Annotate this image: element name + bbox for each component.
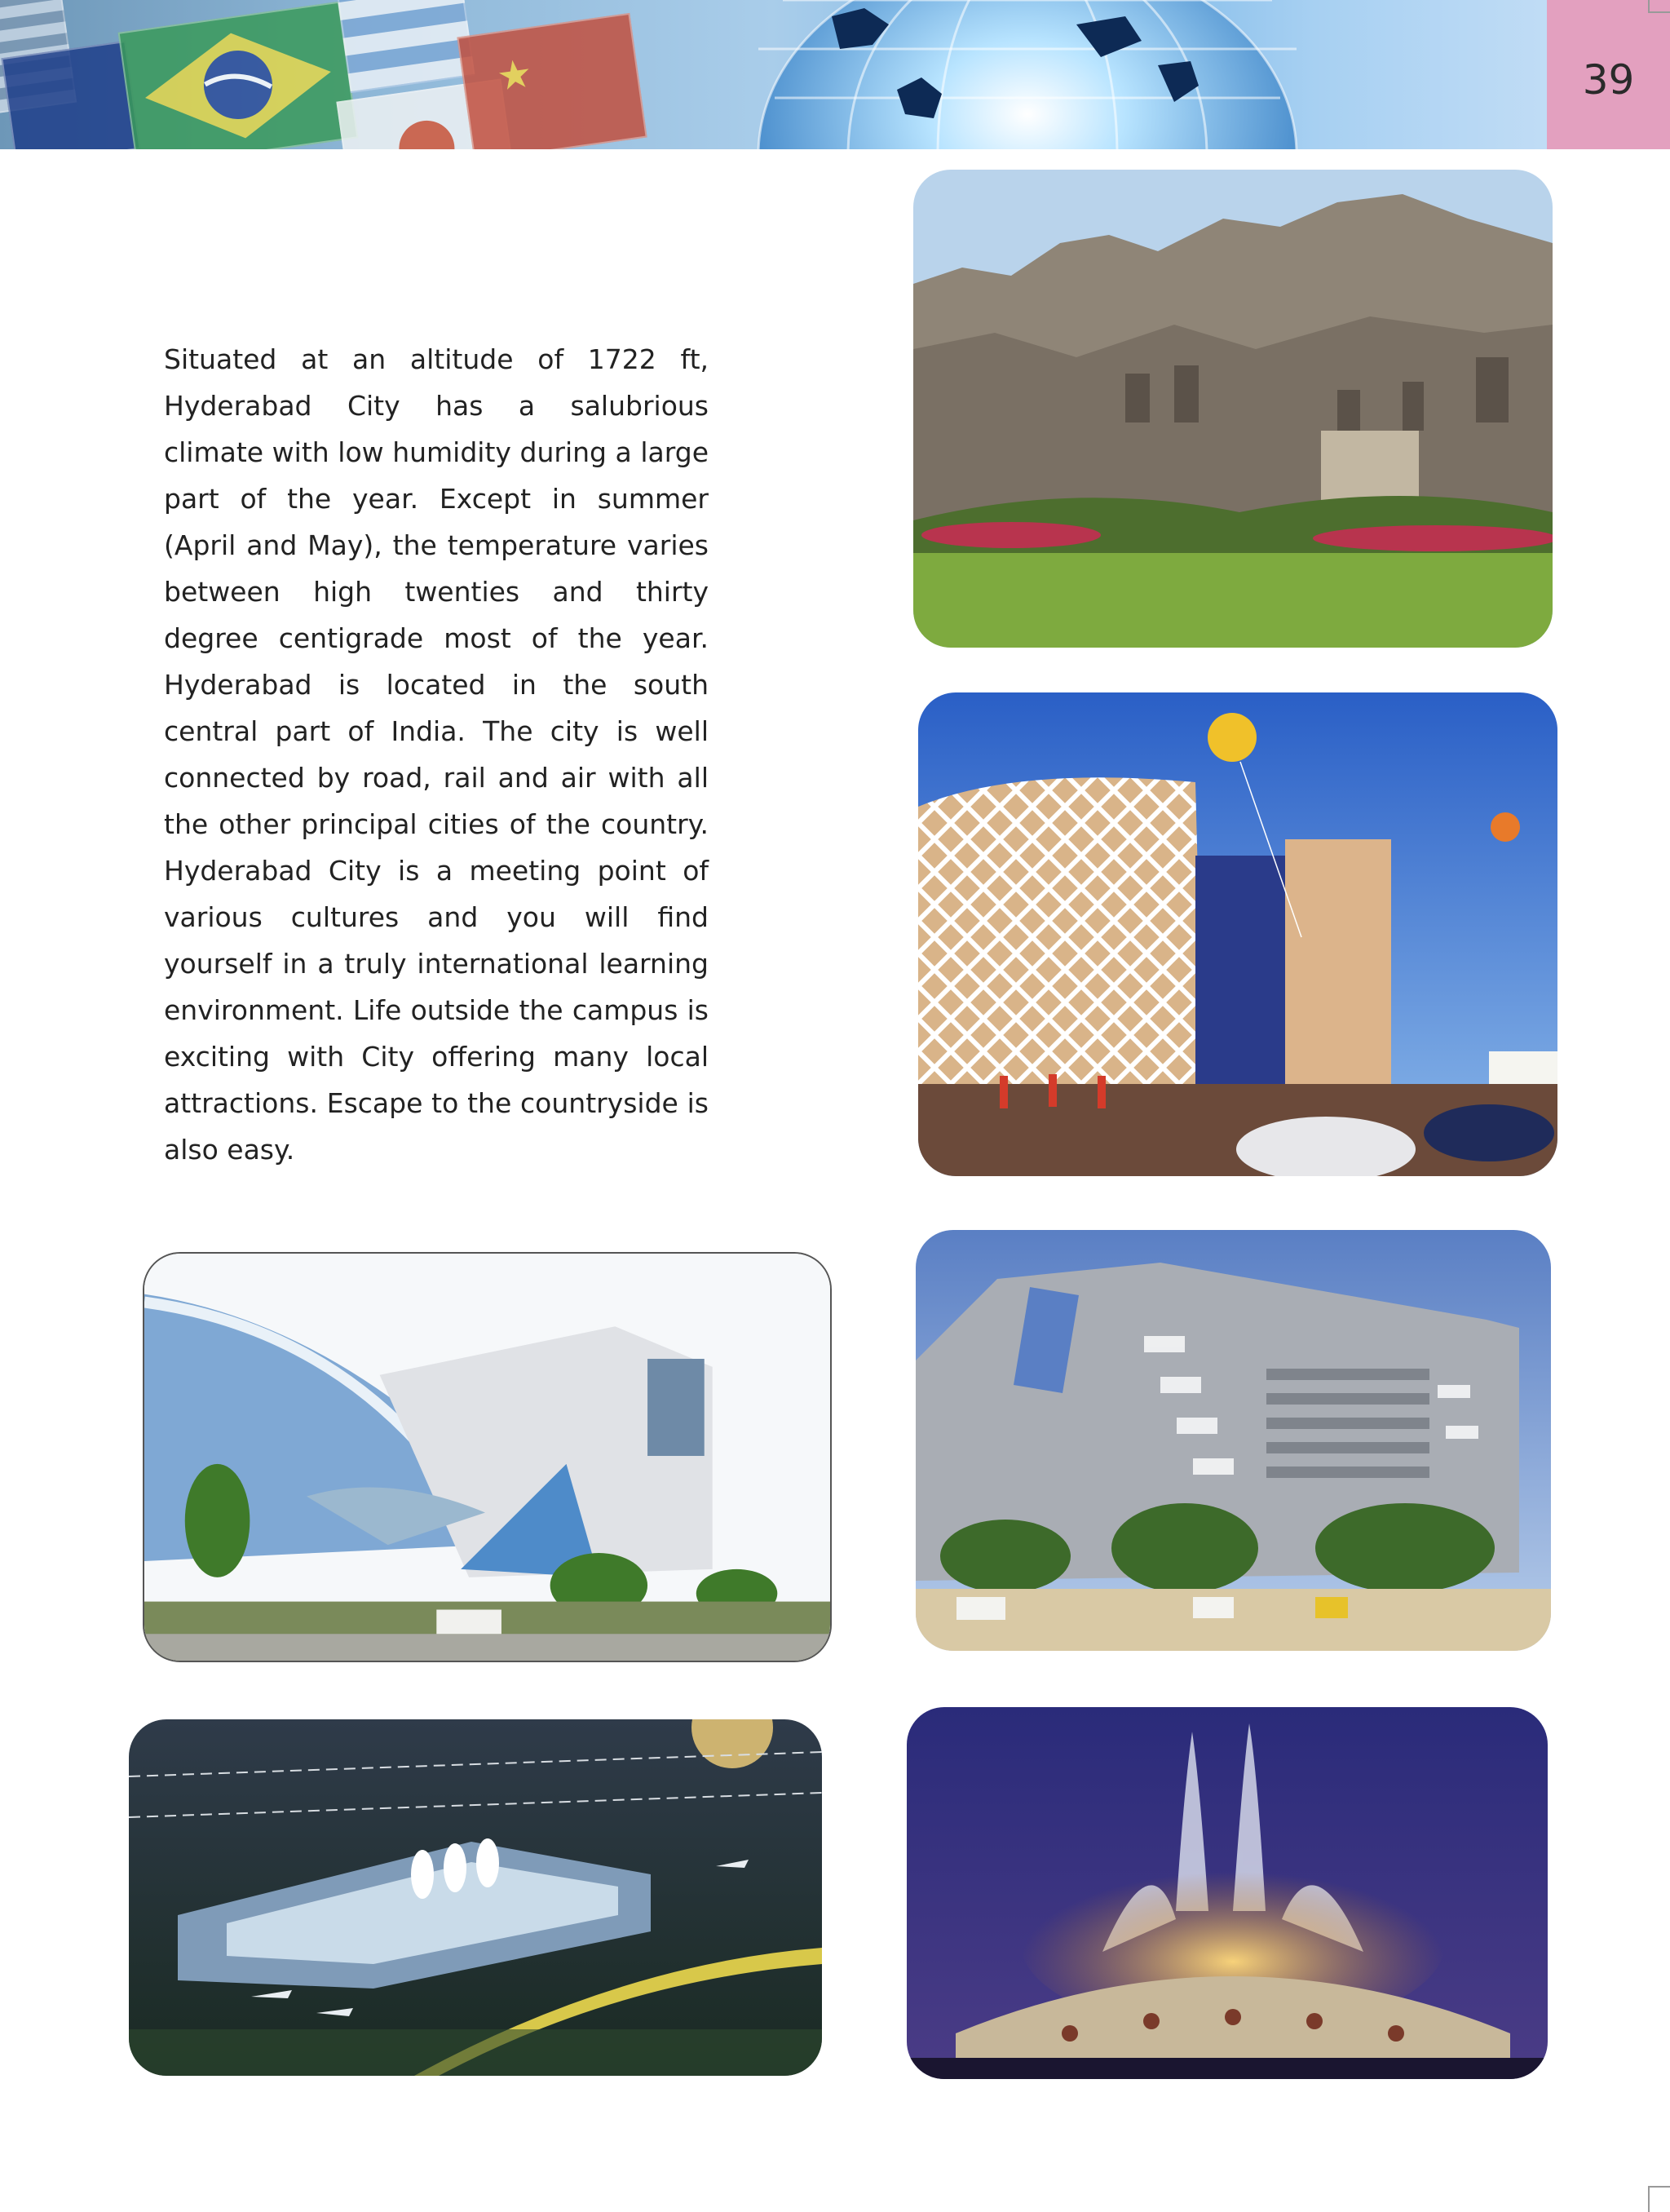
globe-icon xyxy=(734,0,1337,149)
flag-china-icon xyxy=(457,13,647,149)
flag-stripes-icon xyxy=(335,0,475,93)
intro-paragraph: Situated at an altitude of 1722 ft, Hyderabad City has a salubrious climate with low humidity during a large part of the year. Except in summer (April and May), the temperature varies between high twenties and thirty degree centigrade most of the year. Hyderabad is located in the south central part of India. The city is well connected by road, rail and air with all the other principal cities of the country. Hyderabad City is a meeting point of various cultures and you will find yourself in a truly international learning environment. Life outside the campus is exciting with City offering many local attractions. Escape to the countryside is also easy. xyxy=(164,343,709,1166)
cyber-towers-photo xyxy=(918,692,1557,1176)
page-number: 39 xyxy=(1547,0,1670,149)
golconda-fort-photo xyxy=(913,170,1553,648)
crop-mark xyxy=(1648,2186,1670,2188)
balloon-icon xyxy=(1208,713,1257,762)
crop-mark xyxy=(1648,2188,1650,2212)
crop-mark xyxy=(1648,0,1650,11)
airport-aerial-photo xyxy=(129,1719,822,2076)
header-banner xyxy=(0,0,1547,149)
shopping-mall-photo xyxy=(143,1252,832,1662)
illuminated-fountain-photo xyxy=(907,1707,1548,2079)
flag-australia-icon xyxy=(1,41,140,149)
cyber-gateway-photo xyxy=(916,1230,1551,1651)
crop-mark xyxy=(1648,11,1670,13)
svg-text:★: ★ xyxy=(493,50,536,100)
flag-brazil-icon xyxy=(118,2,359,149)
